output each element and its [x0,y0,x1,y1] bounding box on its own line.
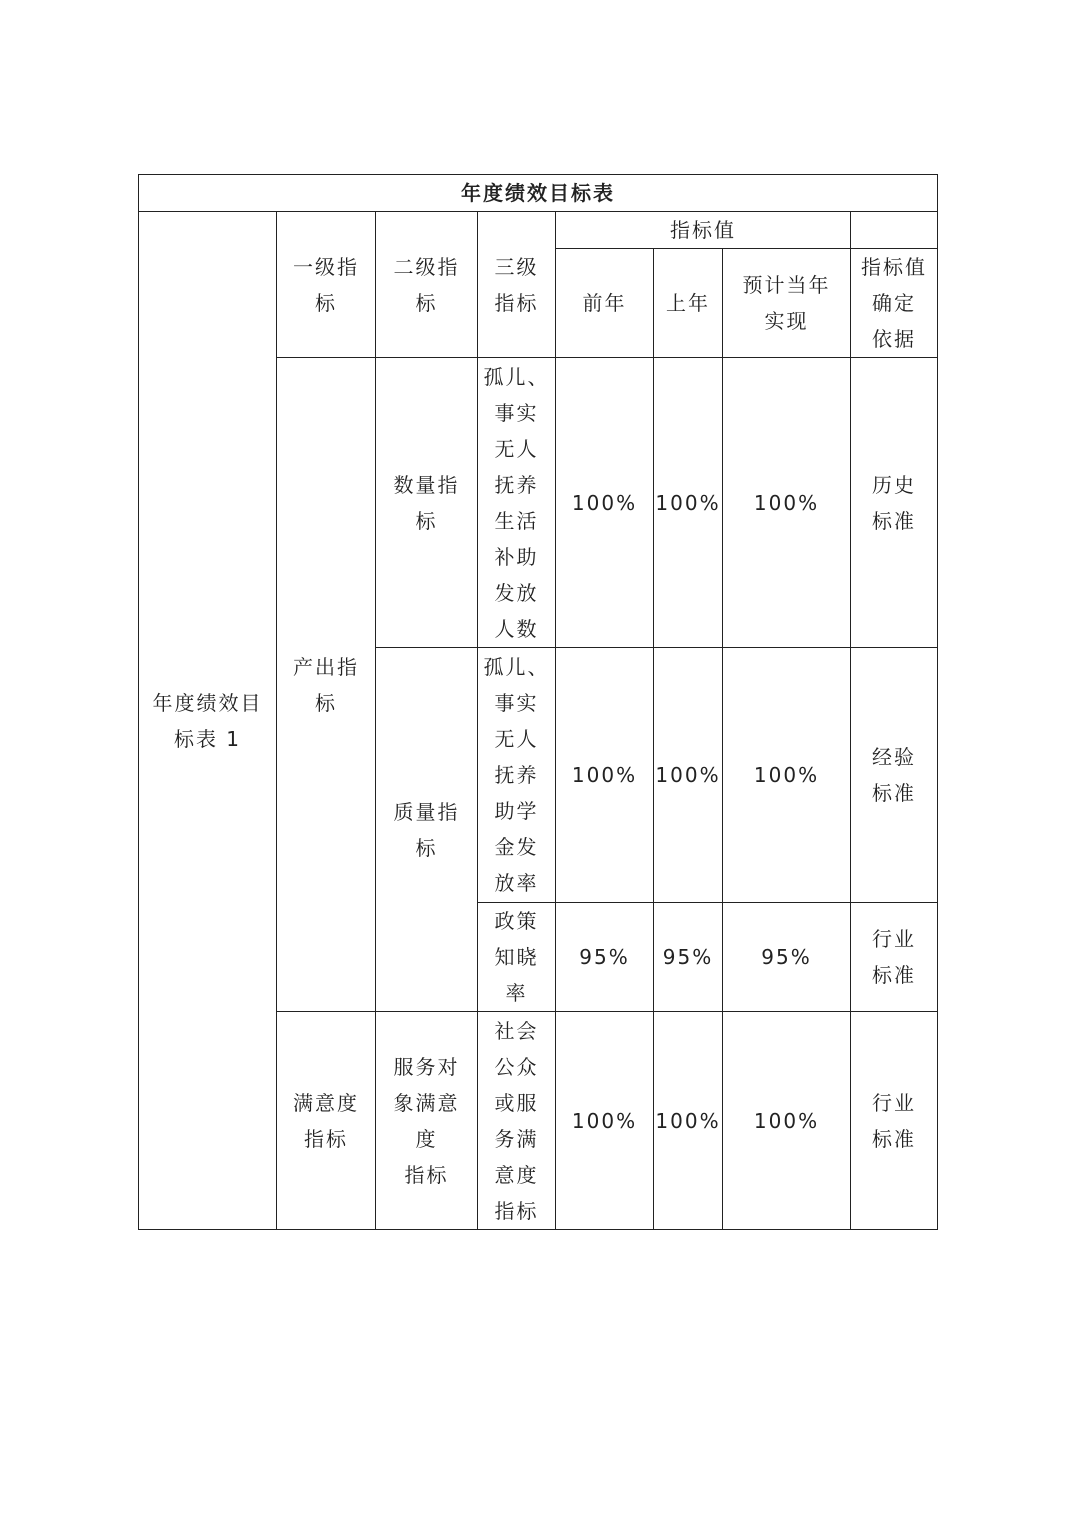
prev-year-value: 95% [556,903,654,1012]
header-level2: 二级指 标 [376,212,478,358]
basis-cell: 经验 标准 [851,648,938,903]
header-prev-year: 前年 [556,249,654,358]
level1-cell: 产出指 标 [277,358,376,1012]
level2-cell: 服务对 象满意 度 指标 [376,1012,478,1230]
header-level3: 三级 指标 [478,212,556,358]
header-basis: 指标值 确定 依据 [851,249,938,358]
prev-year-value: 100% [556,358,654,648]
level3-cell: 政策 知晓 率 [478,903,556,1012]
table-title: 年度绩效目标表 [139,175,938,212]
header-expected: 预计当年 实现 [723,249,851,358]
expected-value: 100% [723,648,851,903]
last-year-value: 95% [654,903,723,1012]
level3-cell: 孤儿、 事实 无人 抚养 生活 补助 发放 人数 [478,358,556,648]
last-year-value: 100% [654,648,723,903]
level2-cell: 数量指 标 [376,358,478,648]
row-label-cell [139,212,277,1230]
level3-cell: 社会 公众 或服 务满 意度 指标 [478,1012,556,1230]
performance-goal-table [138,174,938,1230]
expected-value: 100% [723,1012,851,1230]
last-year-value: 100% [654,1012,723,1230]
expected-value: 100% [723,358,851,648]
row-label: 年度绩效目 标表 1 [152,690,263,751]
prev-year-value: 100% [556,648,654,903]
level3-cell: 孤儿、 事实 无人 抚养 助学 金发 放率 [478,648,556,903]
header-values-group: 指标值 [556,212,851,249]
basis-cell: 行业 标准 [851,903,938,1012]
basis-cell: 历史 标准 [851,358,938,648]
expected-value: 95% [723,903,851,1012]
header-level1: 一级指 标 [277,212,376,358]
last-year-value: 100% [654,358,723,648]
header-empty-cell [851,212,938,249]
basis-cell: 行业 标准 [851,1012,938,1230]
prev-year-value: 100% [556,1012,654,1230]
level2-cell: 质量指 标 [376,648,478,1012]
header-last-year: 上年 [654,249,723,358]
level1-cell: 满意度 指标 [277,1012,376,1230]
